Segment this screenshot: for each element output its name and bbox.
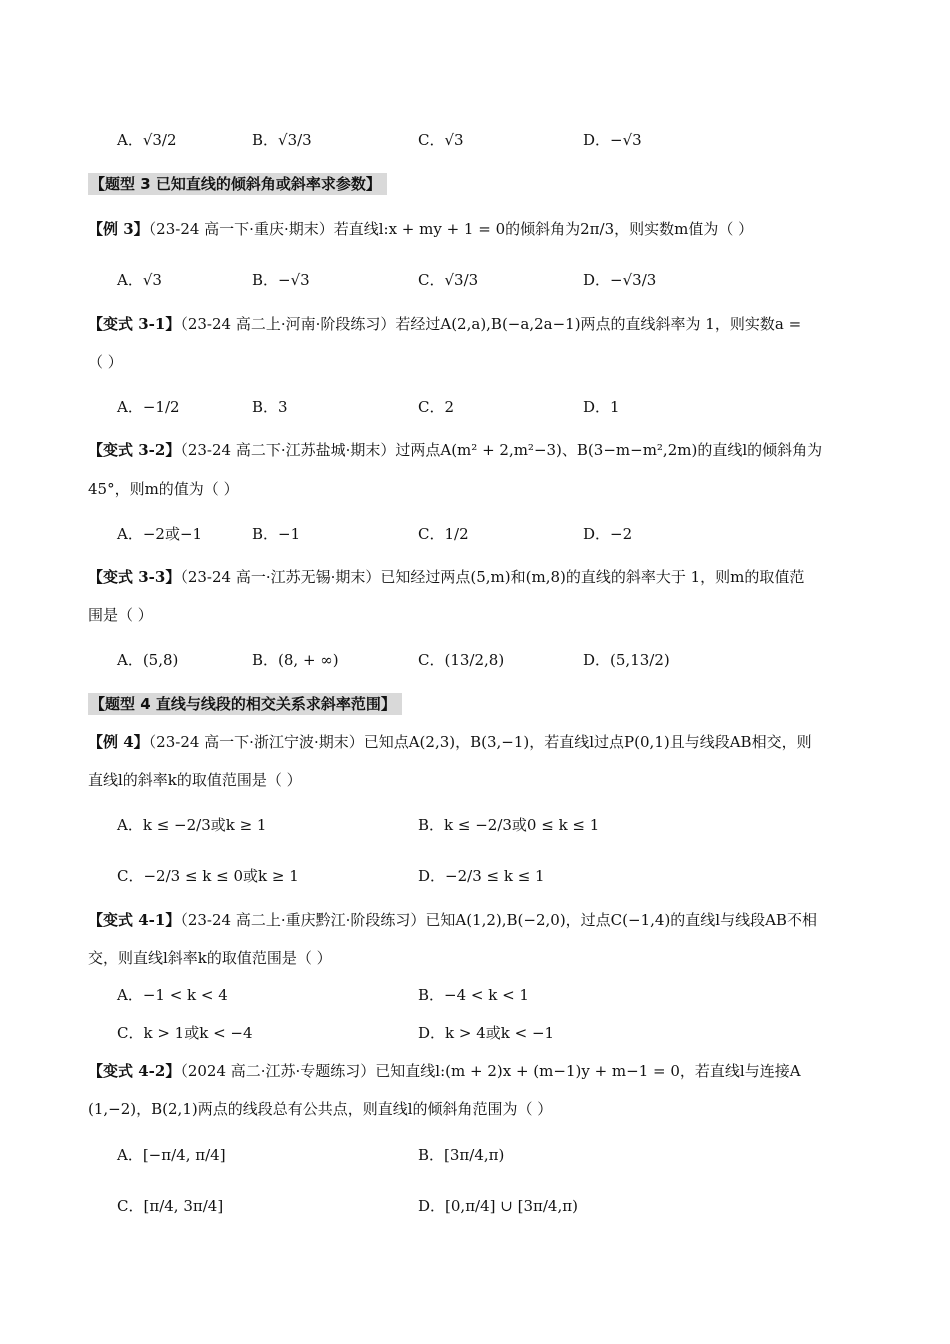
option-b: B．−√3 [252,271,310,289]
question-tag: 【变式 3-2】 [88,441,181,459]
option-c: C．1/2 [418,525,469,543]
variant-3-1 [88,314,801,334]
question-tag: 【例 3】 [88,220,149,238]
option-a: A．√3/2 [117,131,177,149]
example-4 [88,732,812,752]
question-text: （23-24 高二下·江苏盐城·期末）过两点A(m² + 2,m²−3)、B(3−m−m²,2m)的直线l的倾斜角为 [180,441,823,459]
question-text-cont: 45°，则m的值为（ ） [88,480,239,498]
variant-3-3 [88,567,804,587]
option-c: C．−2/3 ≤ k ≤ 0或k ≥ 1 [117,867,299,885]
option-d: D．1 [583,398,620,416]
question-tag: 【变式 4-2】 [88,1062,181,1080]
option-a: A．[−π/4, π/4] [117,1146,226,1164]
variant-3-2 [88,440,822,460]
option-a: A．√3 [117,271,162,289]
question-tag: 【例 4】 [88,733,149,751]
option-c: C．k > 1或k < −4 [117,1024,253,1042]
question-text-cont: 交，则直线l斜率k的取值范围是（ ） [88,949,332,967]
option-a: A．(5,8) [117,651,179,669]
option-c: C．[π/4, 3π/4] [117,1197,224,1215]
question-text-cont: （ ） [88,353,123,371]
option-b: B．k ≤ −2/3或0 ≤ k ≤ 1 [418,816,600,834]
question-text-cont: (1,−2)，B(2,1)两点的线段总有公共点，则直线l的倾斜角范围为（ ） [88,1100,553,1118]
question-text: （23-24 高二上·河南·阶段练习）若经过A(2,a),B(−a,2a−1)两点的直线斜率为 1，则实数a = [180,315,802,333]
option-b: B．3 [252,398,288,416]
question-text: （23-24 高一下·重庆·期末）若直线l:x + my + 1 = 0的倾斜角为2π/3，则实数m值为（ ） [148,220,754,238]
option-b: B．−4 < k < 1 [418,986,529,1004]
option-d: D．−√3/3 [583,271,657,289]
option-b: B．√3/3 [252,131,312,149]
option-a: A．−1 < k < 4 [117,986,228,1004]
question-tag: 【变式 3-1】 [88,315,181,333]
variant-4-1 [88,910,817,930]
variant-4-2 [88,1061,801,1081]
option-d: D．−√3 [583,131,642,149]
section-heading-3: 【题型 3 已知直线的倾斜角或斜率求参数】 [88,173,387,195]
question-text: （2024 高二·江苏·专题练习）已知直线l:(m + 2)x + (m−1)y + m−1 = 0，若直线l与连接A [180,1062,801,1080]
option-a: A．k ≤ −2/3或k ≥ 1 [117,816,267,834]
option-c: C．√3/3 [418,271,479,289]
example-3 [88,219,753,239]
option-a: A．−1/2 [117,398,180,416]
question-tag: 【变式 3-3】 [88,568,181,586]
option-b: B．−1 [252,525,301,543]
option-d: D．k > 4或k < −1 [418,1024,555,1042]
question-text-cont: 直线l的斜率k的取值范围是（ ） [88,771,302,789]
option-c: C．√3 [418,131,464,149]
option-d: D．(5,13/2) [583,651,670,669]
question-tag: 【变式 4-1】 [88,911,181,929]
question-text: （23-24 高二上·重庆黔江·阶段练习）已知A(1,2),B(−2,0)，过点C(−1,4)的直线l与线段AB不相 [180,911,817,929]
option-b: B．(8, + ∞) [252,651,339,669]
question-text: （23-24 高一·江苏无锡·期末）已知经过两点(5,m)和(m,8)的直线的斜率大于 1，则m的取值范 [180,568,805,586]
question-text-cont: 围是（ ） [88,606,153,624]
option-c: C．(13/2,8) [418,651,505,669]
question-text: （23-24 高一下·浙江宁波·期末）已知点A(2,3)，B(3,−1)，若直线l过点P(0,1)且与线段AB相交，则 [148,733,812,751]
option-d: D．[0,π/4] ∪ [3π/4,π) [418,1197,578,1215]
option-c: C．2 [418,398,455,416]
option-a: A．−2或−1 [117,525,203,543]
option-b: B．[3π/4,π) [418,1146,505,1164]
option-d: D．−2 [583,525,633,543]
section-heading-4: 【题型 4 直线与线段的相交关系求斜率范围】 [88,693,402,715]
option-d: D．−2/3 ≤ k ≤ 1 [418,867,545,885]
